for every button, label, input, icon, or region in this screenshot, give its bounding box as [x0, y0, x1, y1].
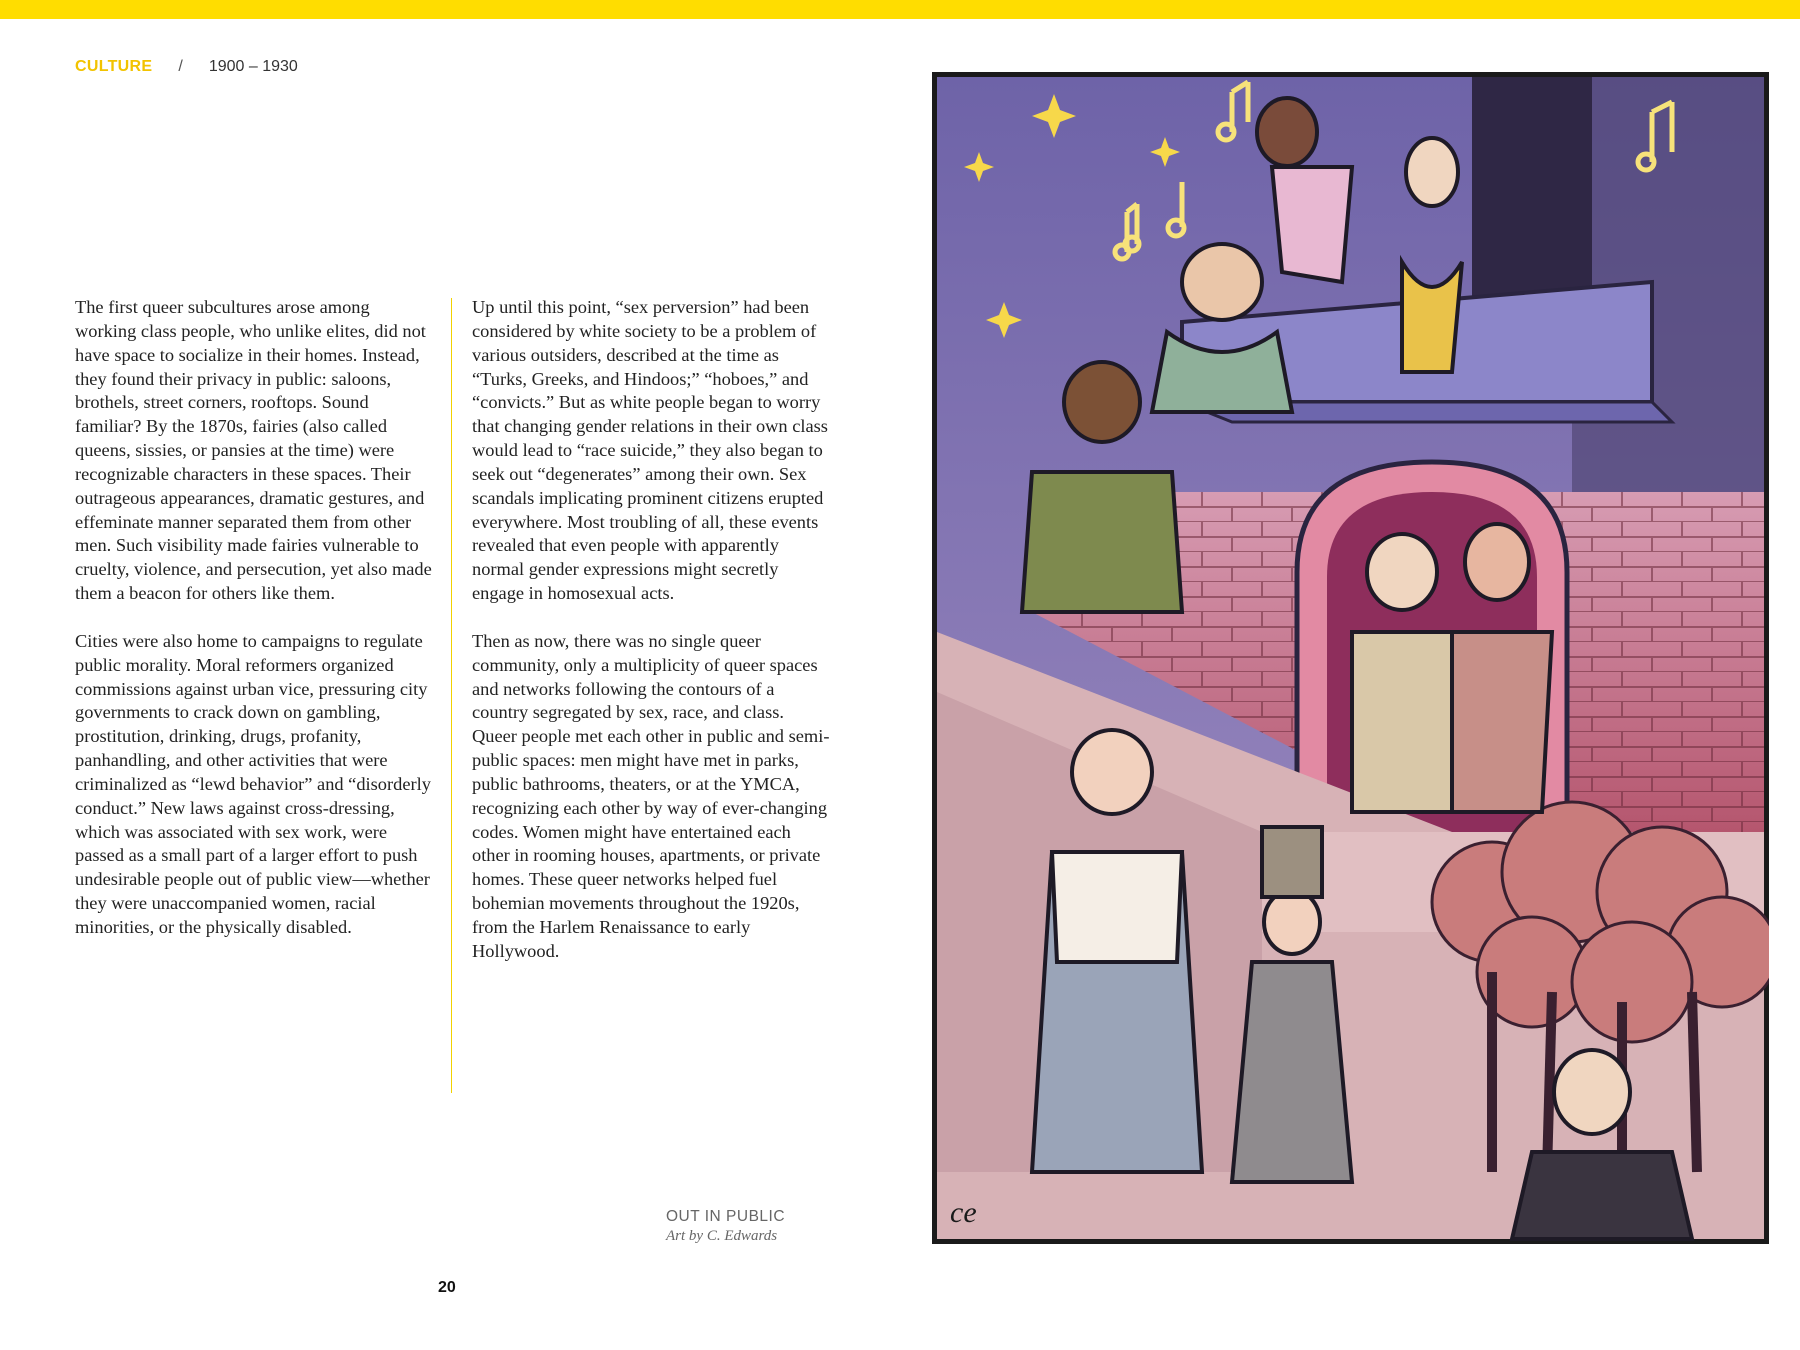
- paragraph: Cities were also home to campaigns to regulate public morality. Moral reformers organized commissions against urban vice, pressuring city governments to crack down on gambling, prostitution, drinking, drugs, profanity, panhandling, and other activities that were criminalized as “lewd behavior” and “disorderly conduct.” New laws against cross-dressing, which was associated with sex work, were passed as a small part of a larger effort to push undesirable people out of public view—whether they were unaccompanied women, racial minorities, or the physically disabled.: [75, 630, 431, 937]
- paragraph: The first queer subcultures arose among working class people, who unlike elites, did not have space to socialize in their homes. Instead, they found their privacy in public: saloons, brothels, street corners, rooftops. Sound familiar? By the 1870s, fairies (also called queens, sissies, or pansies at the time) were recognizable characters in these spaces. Their outrageous appearances, dramatic gestures, and effeminate manner separated them from other men. Such visibility made fairies vulnerable to cruelty, violence, and persecution, yet also made them a beacon for others like them.: [75, 297, 432, 604]
- illustration: [932, 72, 1769, 1244]
- header-years: 1900 – 1930: [208, 58, 298, 75]
- running-header: [75, 58, 298, 76]
- caption-title: OUT IN PUBLIC: [666, 1208, 786, 1225]
- text-column-left: [75, 296, 435, 964]
- caption-credit: Art by C. Edwards: [666, 1228, 778, 1244]
- svg-text:ce: ce: [950, 1196, 977, 1229]
- top-accent-bar: [0, 0, 1800, 19]
- illustration-caption: [666, 1208, 785, 1245]
- paragraph: Up until this point, “sex perversion” had been considered by white society to be a problem of various outsiders, described at the time as “Turks, Greeks, and Hindoos;” “hoboes,” and “convicts.” But as white people began to worry that changing gender relations in their own class would lead to “race suicide,” they also began to seek out “degenerates” among their own. Sex scandals implicating prominent citizens erupted everywhere. Most troubling of all, these events revealed that even people with apparently normal gender expressions might secretly engage in homosexual acts.: [472, 297, 828, 604]
- text-column-right: [472, 296, 832, 987]
- paragraph: Then as now, there was no single queer community, only a multiplicity of queer spaces and networks following the contours of a country segregated by sex, race, and class. Queer people met each other in public and semi-public spaces: men might have met in parks, public bathrooms, theaters, or at the YMCA, recognizing each other by way of ever-changing codes. Women might have entertained each other in rooming houses, apartments, or private homes. These queer networks helped fuel bohemian movements throughout the 1920s, from the Harlem Renaissance to early Hollywood.: [472, 630, 830, 961]
- section-label: CULTURE: [75, 58, 153, 75]
- page-number: 20: [438, 1279, 456, 1296]
- header-separator: /: [178, 58, 183, 75]
- column-divider: [451, 298, 452, 1093]
